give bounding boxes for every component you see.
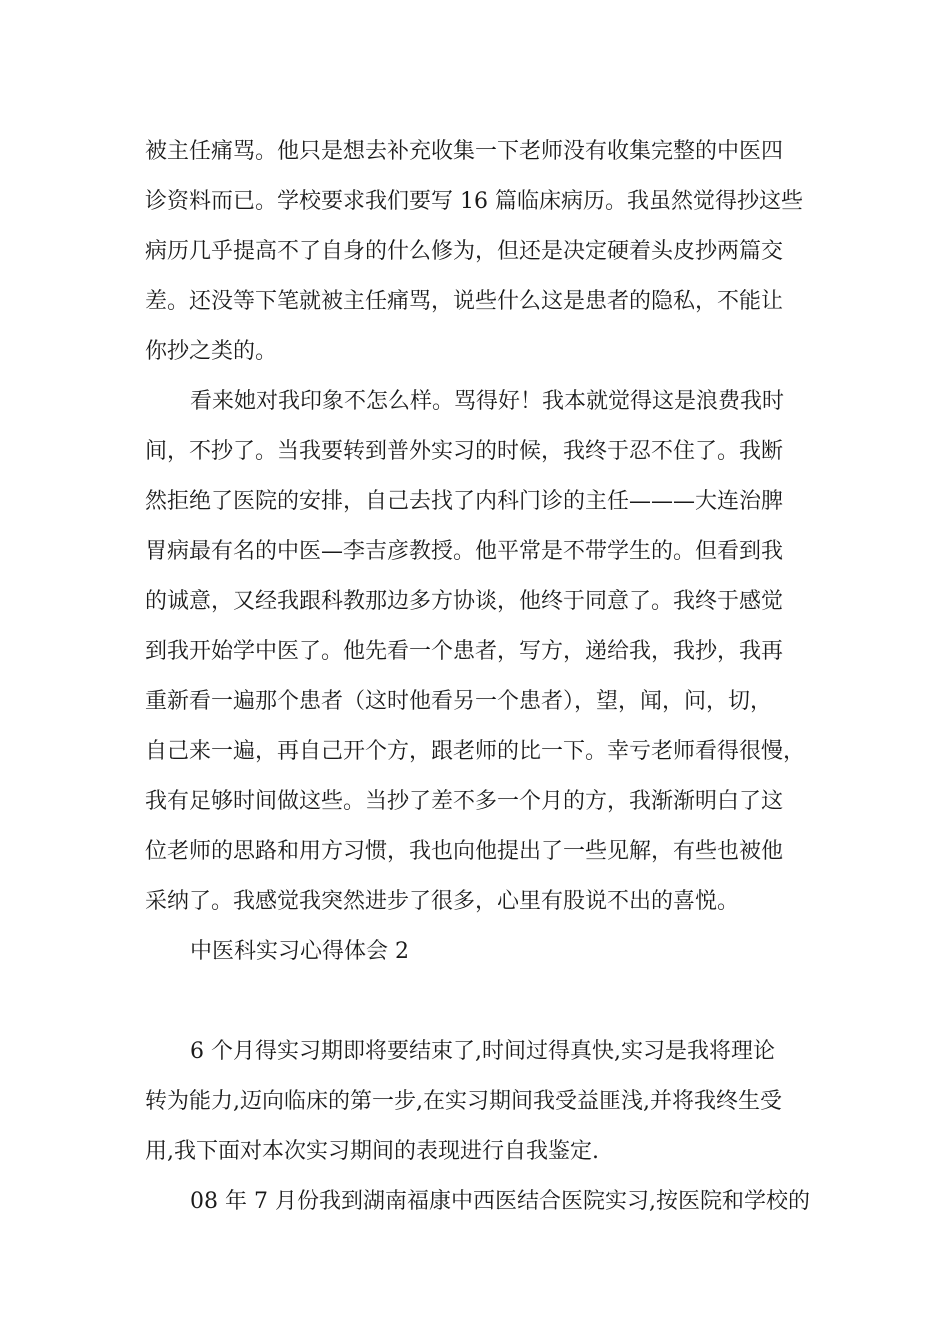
paragraph-line: 差。还没等下笔就被主任痛骂，说些什么这是患者的隐私，不能让 [145,289,784,314]
paragraph-line: 重新看一遍那个患者（这时他看另一个患者），望，闻，问，切， [145,689,773,714]
paragraph-line: 6 个月得实习期即将要结束了,时间过得真快,实习是我将理论 [190,1039,775,1064]
paragraph-line: 采纳了。我感觉我突然进步了很多，心里有股说不出的喜悦。 [145,889,740,914]
paragraph-line: 胃病最有名的中医—李吉彦教授。他平常是不带学生的。但看到我 [145,539,784,564]
paragraph-line: 到我开始学中医了。他先看一个患者，写方，递给我，我抄，我再 [145,639,784,664]
paragraph-line: 你抄之类的。 [145,339,278,364]
paragraph-line: 自己来一遍，再自己开个方，跟老师的比一下。幸亏老师看得很慢， [145,739,806,764]
paragraph-line: 位老师的思路和用方习惯，我也向他提出了一些见解，有些也被他 [145,839,784,864]
paragraph-line: 的诚意，又经我跟科教那边多方协谈，他终于同意了。我终于感觉 [145,589,784,614]
paragraph-line: 然拒绝了医院的安排，自己去找了内科门诊的主任———大连治脾 [145,489,784,514]
paragraph-line: 转为能力,迈向临床的第一步,在实习期间我受益匪浅,并将我终生受 [145,1089,782,1114]
paragraph-line: 08 年 7 月份我到湖南福康中西医结合医院实习,按医院和学校的 [190,1189,810,1214]
paragraph-line: 看来她对我印象不怎么样。骂得好！我本就觉得这是浪费我时 [190,389,785,414]
section-heading: 中医科实习心得体会 2 [190,939,409,964]
paragraph-line: 诊资料而已。学校要求我们要写 16 篇临床病历。我虽然觉得抄这些 [145,189,803,214]
paragraph-line: 用,我下面对本次实习期间的表现进行自我鉴定. [145,1139,599,1164]
paragraph-line: 病历几乎提高不了自身的什么修为，但还是决定硬着头皮抄两篇交 [145,239,784,264]
paragraph-line: 我有足够时间做这些。当抄了差不多一个月的方，我渐渐明白了这 [145,789,784,814]
paragraph-line: 被主任痛骂。他只是想去补充收集一下老师没有收集完整的中医四 [145,139,784,164]
paragraph-line: 间，不抄了。当我要转到普外实习的时候，我终于忍不住了。我断 [145,439,784,464]
